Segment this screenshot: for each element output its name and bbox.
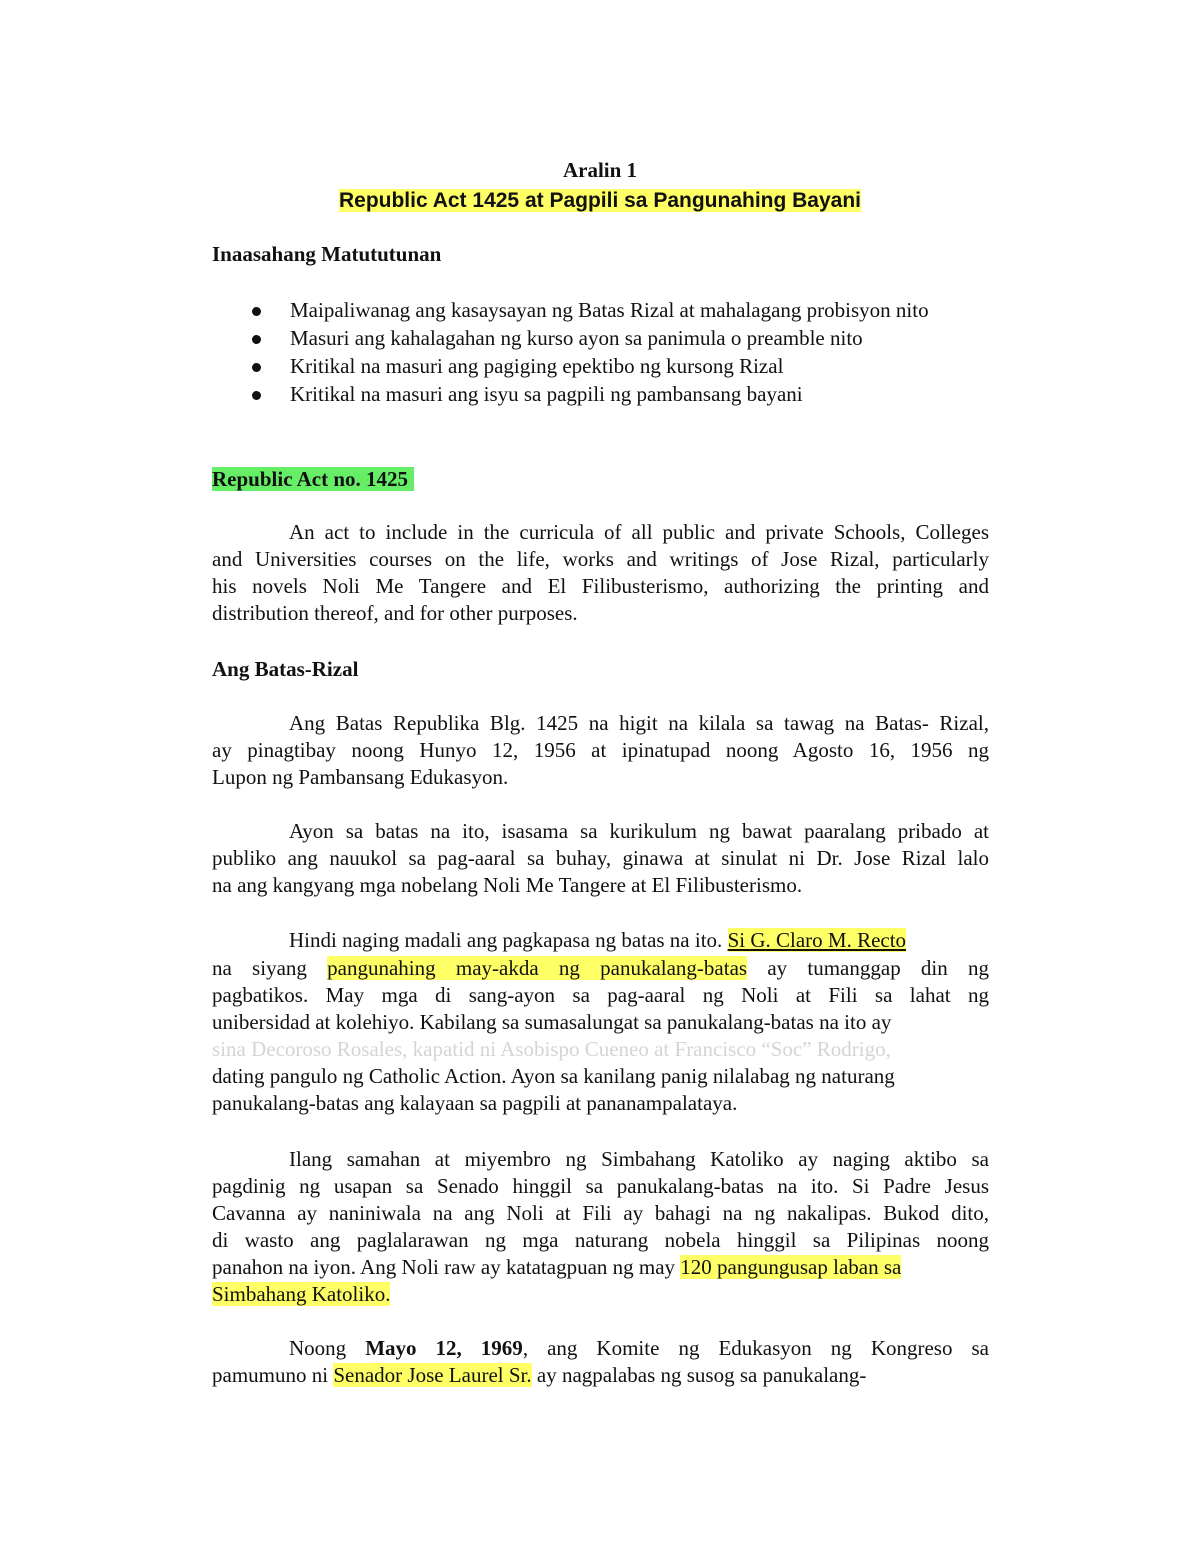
objectives-heading: Inaasahang Matututunan [212, 242, 442, 266]
ra-heading [212, 466, 414, 493]
p3-line-4: unibersidad at kolehiyo. Kabilang sa sumasalungat sa panukalang-batas na ito ay [212, 1010, 892, 1034]
list-item [248, 324, 968, 352]
list-item [248, 380, 968, 408]
p4-line-5 [212, 1254, 901, 1281]
list-item [248, 296, 968, 324]
p3-line-1-text: Hindi naging madali ang pagkapasa ng batas na ito. [289, 928, 728, 952]
bullet-icon [252, 363, 261, 372]
p4-line-5-text: panahon na iyon. Ang Noli raw ay katatagpuan ng may [212, 1255, 681, 1279]
objective-text: Kritikal na masuri ang isyu sa pagpili ng pambansang bayani [290, 382, 803, 406]
ra-heading-text: Republic Act no. 1425 [212, 467, 414, 491]
p2-line-2: publiko ang nauukol sa pag-aaral sa buhay, ginawa at sinulat ni Dr. Jose Rizal lalo [212, 846, 989, 870]
p5-line-1-text-a: Noong [289, 1336, 366, 1360]
p5-line-2-text-a: pamumuno ni [212, 1363, 334, 1387]
p3-line-2-text-a: na siyang [212, 956, 328, 980]
bullet-icon [252, 335, 261, 344]
bullet-icon [252, 391, 261, 400]
highlight-laurel: Senador Jose Laurel Sr. [333, 1363, 532, 1387]
lesson-subtitle-text: Republic Act 1425 at Pagpili sa Pangunahing Bayani [338, 189, 862, 212]
objective-text: Kritikal na masuri ang pagiging epektibo ng kursong Rizal [290, 354, 784, 378]
p3-line-5: sina Decoroso Rosales, kapatid ni Asobispo Cueneo at Francisco “Soc” Rodrigo, [212, 1037, 891, 1061]
p1-line-2: ay pinagtibay noong Hunyo 12, 1956 at ipinatupad noong Agosto 16, 1956 ng [212, 738, 989, 762]
p4-line-3: Cavanna ay naniniwala na ang Noli at Fili ay bahagi na ng nakalipas. Bukod dito, [212, 1201, 989, 1225]
p4-line-6 [212, 1281, 390, 1308]
lesson-title: Aralin 1 [562, 158, 638, 182]
objectives-list [248, 296, 968, 408]
p5-date: Mayo 12, 1969 [365, 1336, 523, 1360]
bullet-icon [252, 307, 261, 316]
p5-line-2-text-b: ay nagpalabas ng susog sa panukalang- [531, 1363, 867, 1387]
highlight-simbahan: Simbahang Katoliko. [212, 1282, 391, 1306]
p2-line-3: na ang kangyang mga nobelang Noli Me Tangere at El Filibusterismo. [212, 873, 803, 897]
p5-line-1-text-b: , ang Komite ng Edukasyon ng Kongreso sa [522, 1336, 989, 1360]
p4-line-1: Ilang samahan at miyembro ng Simbahang Katoliko ay naging aktibo sa [289, 1147, 989, 1171]
highlight-author: pangunahing may-akda ng panukalang-batas [327, 956, 748, 980]
p3-line-2 [212, 955, 989, 982]
p3-line-6: dating pangulo ng Catholic Action. Ayon sa kanilang panig nilalabag ng naturang [212, 1064, 895, 1088]
objective-text: Maipaliwanag ang kasaysayan ng Batas Rizal at mahalagang probisyon nito [290, 298, 929, 322]
ra-line-2: and Universities courses on the life, works and writings of Jose Rizal, particularly [212, 547, 989, 571]
objective-text: Masuri ang kahalagahan ng kurso ayon sa panimula o preamble nito [290, 326, 863, 350]
ra-line-3: his novels Noli Me Tangere and El Filibusterismo, authorizing the printing and [212, 574, 989, 598]
p4-line-2: pagdinig ng usapan sa Senado hinggil sa panukalang-batas na ito. Si Padre Jesus [212, 1174, 989, 1198]
list-item [248, 352, 968, 380]
ra-line-1: An act to include in the curricula of all public and private Schools, Colleges [289, 520, 989, 544]
p1-line-1: Ang Batas Republika Blg. 1425 na higit na kilala sa tawag na Batas- Rizal, [289, 711, 989, 735]
p3-line-1 [289, 927, 906, 954]
ra-line-4: distribution thereof, and for other purposes. [212, 601, 578, 625]
highlight-recto: Si G. Claro M. Recto [727, 928, 907, 952]
lesson-subtitle [0, 187, 1200, 214]
p3-line-7: panukalang-batas ang kalayaan sa pagpili at pananampalataya. [212, 1091, 738, 1115]
p2-line-1: Ayon sa batas na ito, isasama sa kurikulum ng bawat paaralang pribado at [289, 819, 989, 843]
p5-line-2 [212, 1362, 866, 1389]
p3-line-3: pagbatikos. May mga di sang-ayon sa pag-aaral ng Noli at Fili sa lahat ng [212, 983, 989, 1007]
batas-heading: Ang Batas-Rizal [212, 657, 359, 681]
p4-line-4: di wasto ang paglalarawan ng mga naturang nobela hinggil sa Pilipinas noong [212, 1228, 989, 1252]
p1-line-3: Lupon ng Pambansang Edukasyon. [212, 765, 509, 789]
p5-line-1 [289, 1335, 989, 1362]
highlight-120: 120 pangungusap laban sa [680, 1255, 902, 1279]
p3-line-2-text-b: ay tumanggap din ng [747, 956, 990, 980]
